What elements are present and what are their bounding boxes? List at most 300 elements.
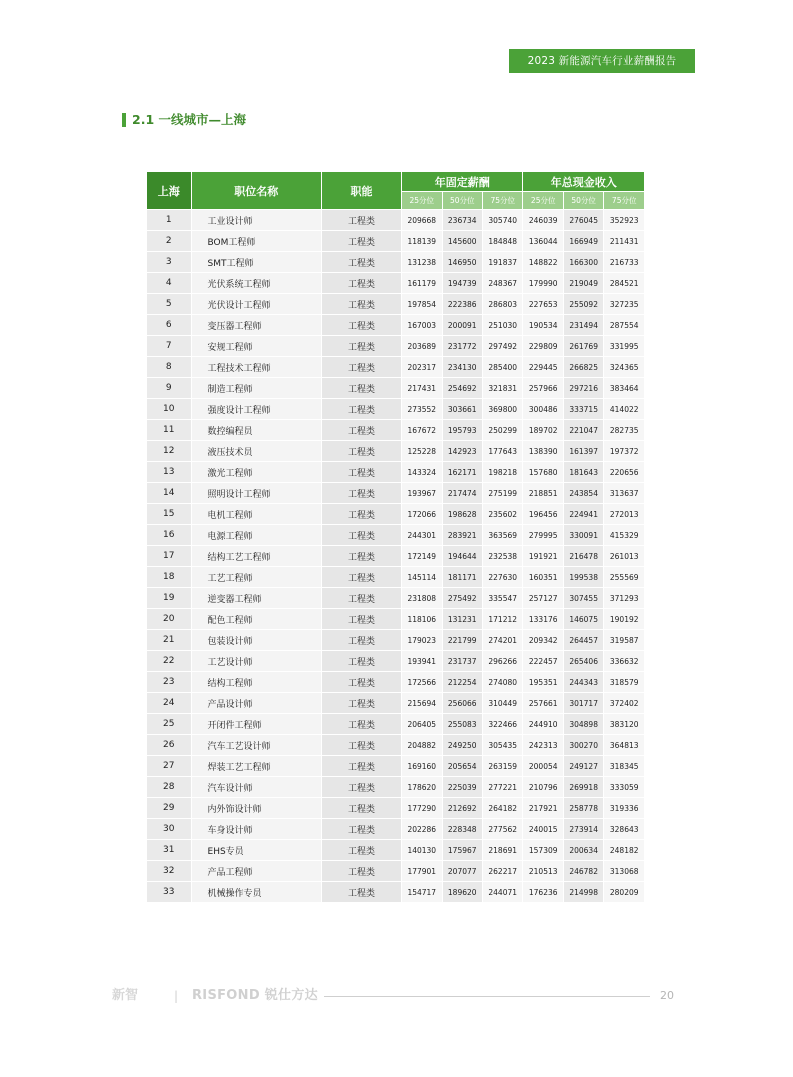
function-category: 工程类 — [322, 504, 401, 524]
fixed-p75: 305740 — [483, 210, 523, 230]
fixed-p50: 217474 — [443, 483, 482, 503]
row-index: 31 — [147, 840, 191, 860]
function-category: 工程类 — [322, 798, 401, 818]
fixed-p75: 251030 — [483, 315, 523, 335]
fixed-p75: 310449 — [483, 693, 523, 713]
total-p25: 179990 — [523, 273, 562, 293]
fixed-p75: 264182 — [483, 798, 523, 818]
table-row — [147, 819, 644, 839]
total-p25: 210513 — [523, 861, 562, 881]
fixed-p25: 178620 — [402, 777, 441, 797]
position-title: 车身设计师 — [192, 819, 322, 839]
fixed-p25: 118106 — [402, 609, 441, 629]
fixed-p25: 202317 — [402, 357, 441, 377]
function-category: 工程类 — [322, 420, 401, 440]
fixed-p25: 143324 — [402, 462, 441, 482]
footer-separator: | — [174, 989, 179, 1003]
total-p75: 248182 — [604, 840, 644, 860]
total-p75: 383464 — [604, 378, 644, 398]
row-index: 12 — [147, 441, 191, 461]
table-row — [147, 714, 644, 734]
fixed-p50: 131231 — [443, 609, 482, 629]
row-index: 5 — [147, 294, 191, 314]
fixed-p75: 305435 — [483, 735, 523, 755]
fixed-p75: 285400 — [483, 357, 523, 377]
header-total-p25: 25分位 — [523, 192, 562, 209]
position-title: 产品设计师 — [192, 693, 322, 713]
position-title: 包装设计师 — [192, 630, 322, 650]
fixed-p25: 217431 — [402, 378, 441, 398]
total-p25: 157309 — [523, 840, 562, 860]
row-index: 10 — [147, 399, 191, 419]
function-category: 工程类 — [322, 210, 401, 230]
function-category: 工程类 — [322, 273, 401, 293]
table-row — [147, 504, 644, 524]
total-p75: 211431 — [604, 231, 644, 251]
total-p50: 258778 — [564, 798, 603, 818]
fixed-p25: 209668 — [402, 210, 441, 230]
fixed-p75: 198218 — [483, 462, 523, 482]
total-p75: 414022 — [604, 399, 644, 419]
fixed-p75: 321831 — [483, 378, 523, 398]
fixed-p50: 146950 — [443, 252, 482, 272]
total-p25: 160351 — [523, 567, 562, 587]
total-p50: 231494 — [564, 315, 603, 335]
total-p50: 261769 — [564, 336, 603, 356]
total-p25: 190534 — [523, 315, 562, 335]
table-row — [147, 567, 644, 587]
section-marker — [122, 113, 126, 127]
fixed-p50: 228348 — [443, 819, 482, 839]
fixed-p75: 250299 — [483, 420, 523, 440]
position-title: EHS专员 — [192, 840, 322, 860]
function-category: 工程类 — [322, 525, 401, 545]
row-index: 11 — [147, 420, 191, 440]
function-category: 工程类 — [322, 399, 401, 419]
fixed-p75: 322466 — [483, 714, 523, 734]
total-p50: 146075 — [564, 609, 603, 629]
total-p50: 265406 — [564, 651, 603, 671]
fixed-p50: 275492 — [443, 588, 482, 608]
total-p75: 284521 — [604, 273, 644, 293]
report-title-badge: 2023 新能源汽车行业薪酬报告 — [509, 49, 695, 73]
total-p50: 297216 — [564, 378, 603, 398]
total-p25: 218851 — [523, 483, 562, 503]
table-row — [147, 252, 644, 272]
section-heading — [122, 111, 246, 129]
position-title: 产品工程师 — [192, 861, 322, 881]
total-p50: 269918 — [564, 777, 603, 797]
position-title: 电源工程师 — [192, 525, 322, 545]
function-category: 工程类 — [322, 840, 401, 860]
total-p50: 244343 — [564, 672, 603, 692]
total-p25: 300486 — [523, 399, 562, 419]
row-index: 22 — [147, 651, 191, 671]
position-title: 照明设计工程师 — [192, 483, 322, 503]
total-p50: 181643 — [564, 462, 603, 482]
fixed-p25: 215694 — [402, 693, 441, 713]
position-title: 焊装工艺工程师 — [192, 756, 322, 776]
header-position: 职位名称 — [192, 172, 322, 209]
total-p50: 266825 — [564, 357, 603, 377]
position-title: 数控编程员 — [192, 420, 322, 440]
total-p75: 352923 — [604, 210, 644, 230]
total-p75: 282735 — [604, 420, 644, 440]
total-p75: 415329 — [604, 525, 644, 545]
position-title: 液压技术员 — [192, 441, 322, 461]
row-index: 2 — [147, 231, 191, 251]
function-category: 工程类 — [322, 756, 401, 776]
fixed-p75: 218691 — [483, 840, 523, 860]
table-row — [147, 693, 644, 713]
fixed-p25: 231808 — [402, 588, 441, 608]
fixed-p50: 231772 — [443, 336, 482, 356]
fixed-p75: 262217 — [483, 861, 523, 881]
total-p50: 333715 — [564, 399, 603, 419]
fixed-p50: 225039 — [443, 777, 482, 797]
salary-table-body — [147, 210, 644, 902]
total-p25: 148822 — [523, 252, 562, 272]
total-p50: 219049 — [564, 273, 603, 293]
position-title: 工业设计师 — [192, 210, 322, 230]
xinzhi-logo: 新智 — [112, 988, 139, 1003]
table-row — [147, 210, 644, 230]
fixed-p75: 244071 — [483, 882, 523, 902]
total-p50: 161397 — [564, 441, 603, 461]
fixed-p75: 286803 — [483, 294, 523, 314]
table-row — [147, 399, 644, 419]
row-index: 30 — [147, 819, 191, 839]
function-category: 工程类 — [322, 441, 401, 461]
table-row — [147, 483, 644, 503]
total-p75: 255569 — [604, 567, 644, 587]
position-title: 汽车设计师 — [192, 777, 322, 797]
row-index: 18 — [147, 567, 191, 587]
total-p50: 249127 — [564, 756, 603, 776]
total-p75: 372402 — [604, 693, 644, 713]
position-title: 结构工程师 — [192, 672, 322, 692]
table-row — [147, 336, 644, 356]
fixed-p50: 198628 — [443, 504, 482, 524]
fixed-p75: 277562 — [483, 819, 523, 839]
function-category: 工程类 — [322, 378, 401, 398]
header-total-cash: 年总现金收入 — [523, 172, 644, 191]
total-p25: 196456 — [523, 504, 562, 524]
table-row — [147, 735, 644, 755]
total-p50: 221047 — [564, 420, 603, 440]
fixed-p25: 177290 — [402, 798, 441, 818]
total-p25: 244910 — [523, 714, 562, 734]
total-p25: 257661 — [523, 693, 562, 713]
table-row — [147, 378, 644, 398]
total-p50: 300270 — [564, 735, 603, 755]
table-row — [147, 882, 644, 902]
total-p75: 220656 — [604, 462, 644, 482]
row-index: 26 — [147, 735, 191, 755]
total-p75: 383120 — [604, 714, 644, 734]
position-title: 光伏系统工程师 — [192, 273, 322, 293]
total-p25: 138390 — [523, 441, 562, 461]
header-fixed-salary: 年固定薪酬 — [402, 172, 522, 191]
total-p25: 246039 — [523, 210, 562, 230]
fixed-p25: 169160 — [402, 756, 441, 776]
table-row — [147, 672, 644, 692]
fixed-p75: 277221 — [483, 777, 523, 797]
fixed-p25: 197854 — [402, 294, 441, 314]
row-index: 13 — [147, 462, 191, 482]
footer-rule — [324, 996, 650, 997]
position-title: 内外饰设计师 — [192, 798, 322, 818]
row-index: 16 — [147, 525, 191, 545]
total-p50: 304898 — [564, 714, 603, 734]
fixed-p25: 172149 — [402, 546, 441, 566]
function-category: 工程类 — [322, 483, 401, 503]
fixed-p75: 191837 — [483, 252, 523, 272]
fixed-p25: 193941 — [402, 651, 441, 671]
total-p25: 191921 — [523, 546, 562, 566]
table-row — [147, 420, 644, 440]
fixed-p25: 118139 — [402, 231, 441, 251]
position-title: BOM工程师 — [192, 231, 322, 251]
table-row — [147, 441, 644, 461]
function-category: 工程类 — [322, 861, 401, 881]
fixed-p75: 171212 — [483, 609, 523, 629]
position-title: 配色工程师 — [192, 609, 322, 629]
total-p75: 272013 — [604, 504, 644, 524]
total-p50: 330091 — [564, 525, 603, 545]
fixed-p50: 255083 — [443, 714, 482, 734]
table-row — [147, 840, 644, 860]
fixed-p25: 140130 — [402, 840, 441, 860]
position-title: 结构工艺工程师 — [192, 546, 322, 566]
total-p75: 336632 — [604, 651, 644, 671]
fixed-p75: 235602 — [483, 504, 523, 524]
table-row — [147, 462, 644, 482]
function-category: 工程类 — [322, 735, 401, 755]
position-title: 逆变器工程师 — [192, 588, 322, 608]
fixed-p50: 142923 — [443, 441, 482, 461]
fixed-p50: 194644 — [443, 546, 482, 566]
position-title: 变压器工程师 — [192, 315, 322, 335]
fixed-p25: 154717 — [402, 882, 441, 902]
fixed-p75: 184848 — [483, 231, 523, 251]
position-title: 光伏设计工程师 — [192, 294, 322, 314]
row-index: 7 — [147, 336, 191, 356]
total-p75: 313068 — [604, 861, 644, 881]
position-title: 工艺工程师 — [192, 567, 322, 587]
fixed-p25: 167672 — [402, 420, 441, 440]
total-p50: 199538 — [564, 567, 603, 587]
row-index: 14 — [147, 483, 191, 503]
row-index: 15 — [147, 504, 191, 524]
fixed-p75: 248367 — [483, 273, 523, 293]
fixed-p50: 256066 — [443, 693, 482, 713]
fixed-p25: 131238 — [402, 252, 441, 272]
fixed-p50: 303661 — [443, 399, 482, 419]
function-category: 工程类 — [322, 693, 401, 713]
total-p75: 318345 — [604, 756, 644, 776]
function-category: 工程类 — [322, 714, 401, 734]
fixed-p25: 204882 — [402, 735, 441, 755]
function-category: 工程类 — [322, 777, 401, 797]
fixed-p75: 296266 — [483, 651, 523, 671]
fixed-p25: 244301 — [402, 525, 441, 545]
header-function: 职能 — [322, 172, 401, 209]
row-index: 6 — [147, 315, 191, 335]
function-category: 工程类 — [322, 588, 401, 608]
function-category: 工程类 — [322, 462, 401, 482]
header-fixed-p50: 50分位 — [443, 192, 482, 209]
row-index: 24 — [147, 693, 191, 713]
table-row — [147, 273, 644, 293]
total-p50: 307455 — [564, 588, 603, 608]
position-title: 工艺设计师 — [192, 651, 322, 671]
row-index: 33 — [147, 882, 191, 902]
total-p25: 217921 — [523, 798, 562, 818]
function-category: 工程类 — [322, 252, 401, 272]
total-p75: 197372 — [604, 441, 644, 461]
row-index: 4 — [147, 273, 191, 293]
fixed-p50: 175967 — [443, 840, 482, 860]
total-p50: 166300 — [564, 252, 603, 272]
position-title: 工程技术工程师 — [192, 357, 322, 377]
total-p75: 190192 — [604, 609, 644, 629]
fixed-p50: 207077 — [443, 861, 482, 881]
fixed-p25: 193967 — [402, 483, 441, 503]
table-row — [147, 231, 644, 251]
total-p25: 195351 — [523, 672, 562, 692]
row-index: 32 — [147, 861, 191, 881]
total-p25: 240015 — [523, 819, 562, 839]
function-category: 工程类 — [322, 651, 401, 671]
total-p25: 257127 — [523, 588, 562, 608]
fixed-p50: 145600 — [443, 231, 482, 251]
fixed-p50: 221799 — [443, 630, 482, 650]
fixed-p75: 227630 — [483, 567, 523, 587]
row-index: 20 — [147, 609, 191, 629]
fixed-p50: 194739 — [443, 273, 482, 293]
fixed-p75: 335547 — [483, 588, 523, 608]
total-p75: 280209 — [604, 882, 644, 902]
row-index: 28 — [147, 777, 191, 797]
table-row — [147, 546, 644, 566]
fixed-p75: 274080 — [483, 672, 523, 692]
fixed-p50: 200091 — [443, 315, 482, 335]
table-row — [147, 588, 644, 608]
total-p50: 243854 — [564, 483, 603, 503]
total-p25: 210796 — [523, 777, 562, 797]
total-p50: 224941 — [564, 504, 603, 524]
header-fixed-p25: 25分位 — [402, 192, 441, 209]
fixed-p75: 263159 — [483, 756, 523, 776]
table-row — [147, 357, 644, 377]
position-title: 制造工程师 — [192, 378, 322, 398]
position-title: 汽车工艺设计师 — [192, 735, 322, 755]
fixed-p75: 177643 — [483, 441, 523, 461]
page-footer — [112, 986, 680, 1006]
function-category: 工程类 — [322, 336, 401, 356]
fixed-p25: 125228 — [402, 441, 441, 461]
total-p50: 166949 — [564, 231, 603, 251]
function-category: 工程类 — [322, 819, 401, 839]
fixed-p50: 205654 — [443, 756, 482, 776]
function-category: 工程类 — [322, 567, 401, 587]
row-index: 1 — [147, 210, 191, 230]
function-category: 工程类 — [322, 882, 401, 902]
total-p25: 229809 — [523, 336, 562, 356]
total-p75: 261013 — [604, 546, 644, 566]
table-row — [147, 315, 644, 335]
fixed-p50: 189620 — [443, 882, 482, 902]
fixed-p50: 195793 — [443, 420, 482, 440]
table-row — [147, 651, 644, 671]
table-row — [147, 609, 644, 629]
row-index: 17 — [147, 546, 191, 566]
position-title: SMT工程师 — [192, 252, 322, 272]
total-p25: 136044 — [523, 231, 562, 251]
function-category: 工程类 — [322, 630, 401, 650]
total-p50: 246782 — [564, 861, 603, 881]
fixed-p75: 274201 — [483, 630, 523, 650]
total-p25: 176236 — [523, 882, 562, 902]
total-p25: 209342 — [523, 630, 562, 650]
header-city: 上海 — [147, 172, 191, 209]
table-row — [147, 861, 644, 881]
fixed-p50: 249250 — [443, 735, 482, 755]
total-p75: 371293 — [604, 588, 644, 608]
fixed-p75: 232538 — [483, 546, 523, 566]
row-index: 25 — [147, 714, 191, 734]
function-category: 工程类 — [322, 294, 401, 314]
fixed-p25: 203689 — [402, 336, 441, 356]
total-p50: 216478 — [564, 546, 603, 566]
table-row — [147, 525, 644, 545]
function-category: 工程类 — [322, 546, 401, 566]
fixed-p50: 162171 — [443, 462, 482, 482]
total-p25: 242313 — [523, 735, 562, 755]
total-p25: 227653 — [523, 294, 562, 314]
fixed-p25: 177901 — [402, 861, 441, 881]
function-category: 工程类 — [322, 357, 401, 377]
row-index: 9 — [147, 378, 191, 398]
header-total-p75: 75分位 — [604, 192, 644, 209]
position-title: 安规工程师 — [192, 336, 322, 356]
fixed-p50: 283921 — [443, 525, 482, 545]
fixed-p50: 236734 — [443, 210, 482, 230]
total-p75: 364813 — [604, 735, 644, 755]
section-title-text: 2.1 一线城市—上海 — [132, 112, 246, 127]
total-p50: 214998 — [564, 882, 603, 902]
table-row — [147, 294, 644, 314]
total-p75: 331995 — [604, 336, 644, 356]
fixed-p50: 234130 — [443, 357, 482, 377]
total-p50: 200634 — [564, 840, 603, 860]
total-p25: 133176 — [523, 609, 562, 629]
page-number: 20 — [660, 989, 674, 1002]
total-p75: 319336 — [604, 798, 644, 818]
row-index: 21 — [147, 630, 191, 650]
total-p75: 324365 — [604, 357, 644, 377]
total-p50: 276045 — [564, 210, 603, 230]
row-index: 27 — [147, 756, 191, 776]
function-category: 工程类 — [322, 315, 401, 335]
function-category: 工程类 — [322, 609, 401, 629]
header-total-p50: 50分位 — [564, 192, 603, 209]
total-p50: 273914 — [564, 819, 603, 839]
fixed-p25: 172066 — [402, 504, 441, 524]
total-p50: 264457 — [564, 630, 603, 650]
fixed-p50: 231737 — [443, 651, 482, 671]
